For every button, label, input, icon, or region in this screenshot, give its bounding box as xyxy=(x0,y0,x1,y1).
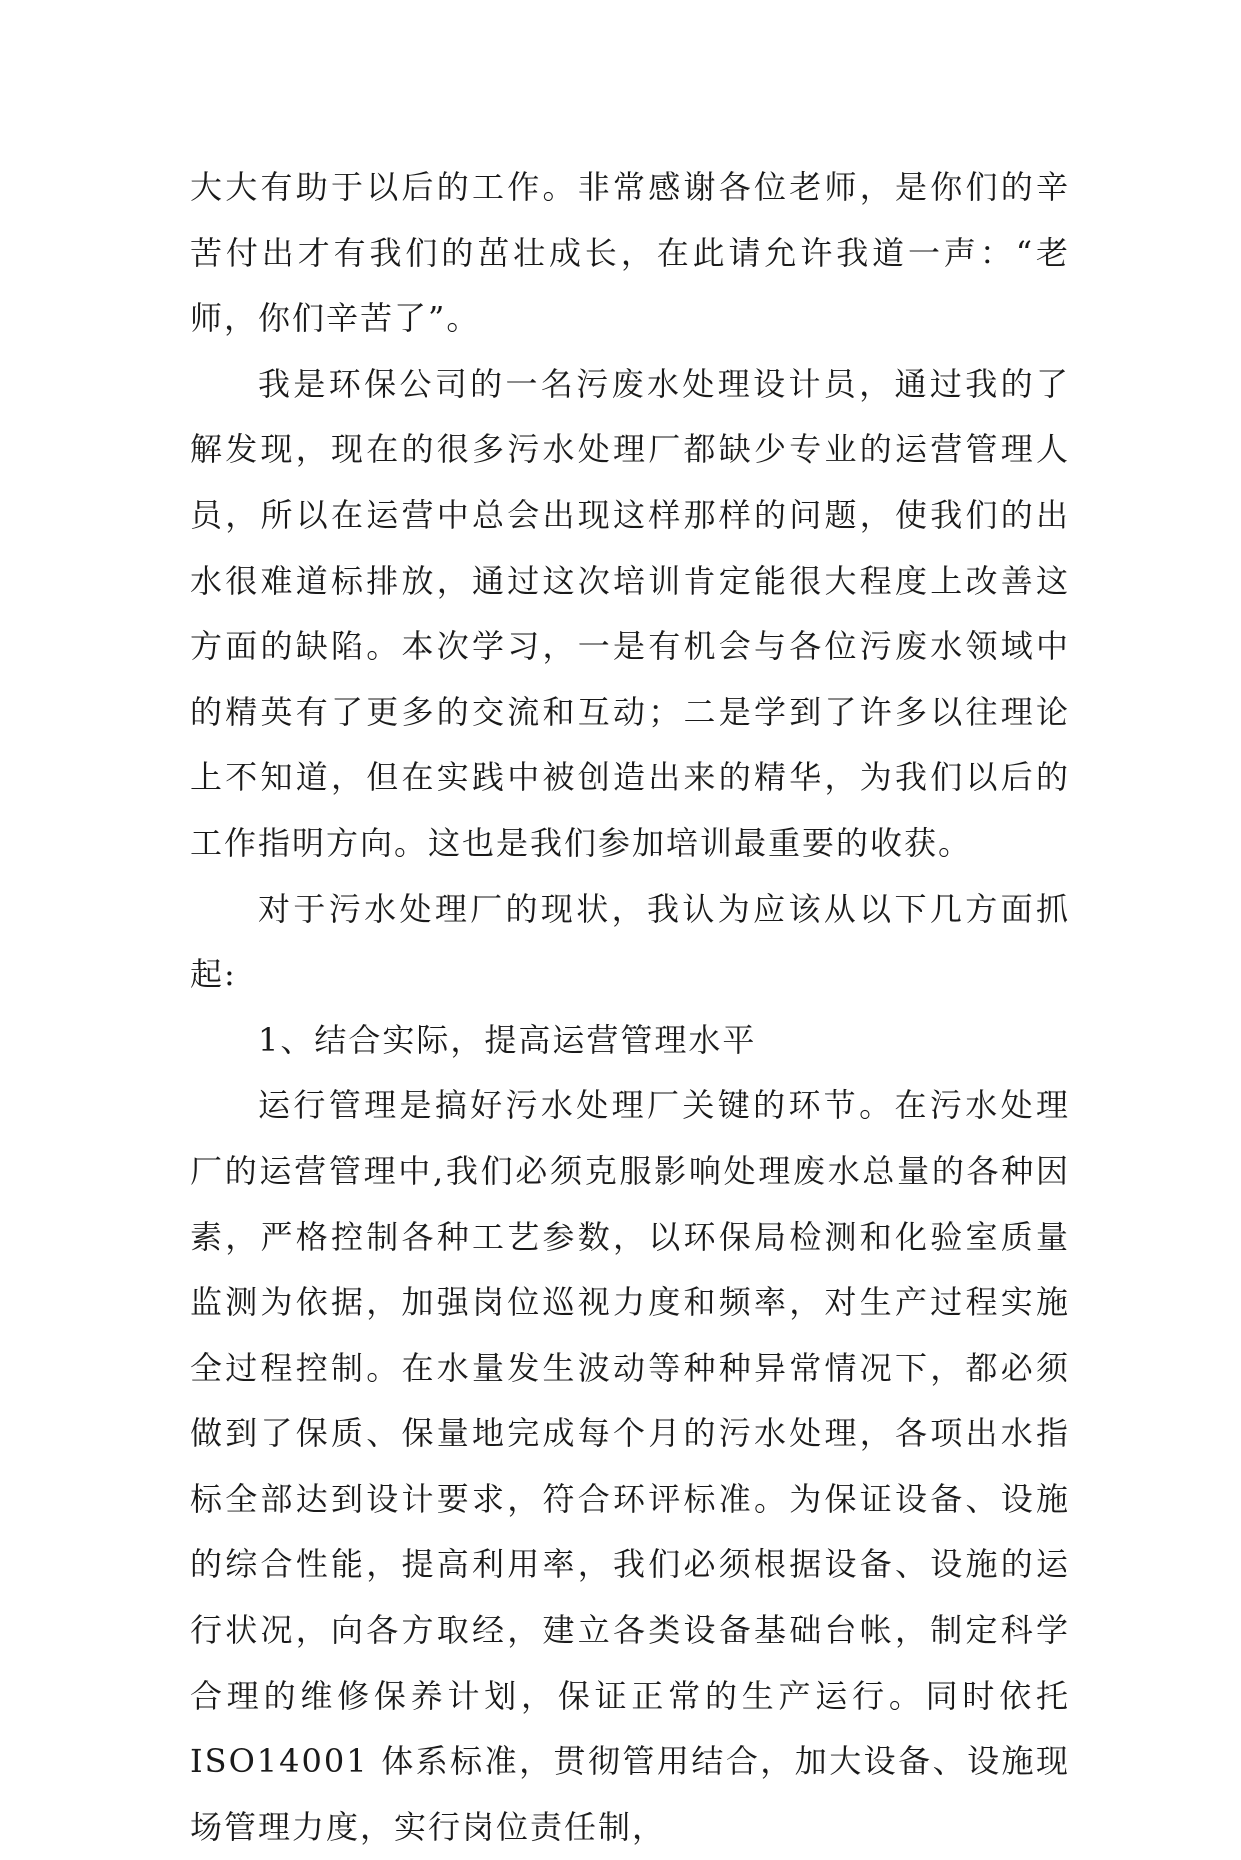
paragraph-status-intro: 对于污水处理厂的现状，我认为应该从以下几方面抓起: xyxy=(190,889,1070,994)
section-heading-1: 1、结合实际，提高运营管理水平 xyxy=(258,1020,757,1059)
document-body xyxy=(190,155,1070,1860)
paragraph-training-gains: 我是环保公司的一名污废水处理设计员，通过我的了解发现，现在的很多污水处理厂都缺少专业的运营管理人员，所以在运营中总会出现这样那样的问题，使我们的出水很难道标排放，通过这次培训肯定能很大程度上改善这方面的缺陷。本次学习，一是有机会与各位污废水领域中的精英有了更多的交流和互动；二是学到了许多以往理论上不知道，但在实践中被创造出来的精华，为我们以后的工作指明方向。这也是我们参加培训最重要的收获。 xyxy=(190,364,1070,862)
paragraph-operation-management: 运行管理是搞好污水处理厂关键的环节。在污水处理厂的运营管理中,我们必须克服影响处理废水总量的各种因素，严格控制各种工艺参数，以环保局检测和化验室质量监测为依据，加强岗位巡视力度和频率，对生产过程实施全过程控制。在水量发生波动等种种异常情况下，都必须做到了保质、保量地完成每个月的污水处理，各项出水指标全部达到设计要求，符合环评标准。为保证设备、设施的综合性能，提高利用率，我们必须根据设备、设施的运行状况，向各方取经，建立各类设备基础台帐，制定科学合理的维修保养计划，保证正常的生产运行。同时依托 ISO14001 体系标准，贯彻管用结合，加大设备、设施现场管理力度，实行岗位责任制， xyxy=(190,1086,1070,1846)
paragraph-thanks: 大大有助于以后的工作。非常感谢各位老师，是你们的辛苦付出才有我们的茁壮成长，在此请允许我道一声：“老师，你们辛苦了”。 xyxy=(190,168,1070,338)
